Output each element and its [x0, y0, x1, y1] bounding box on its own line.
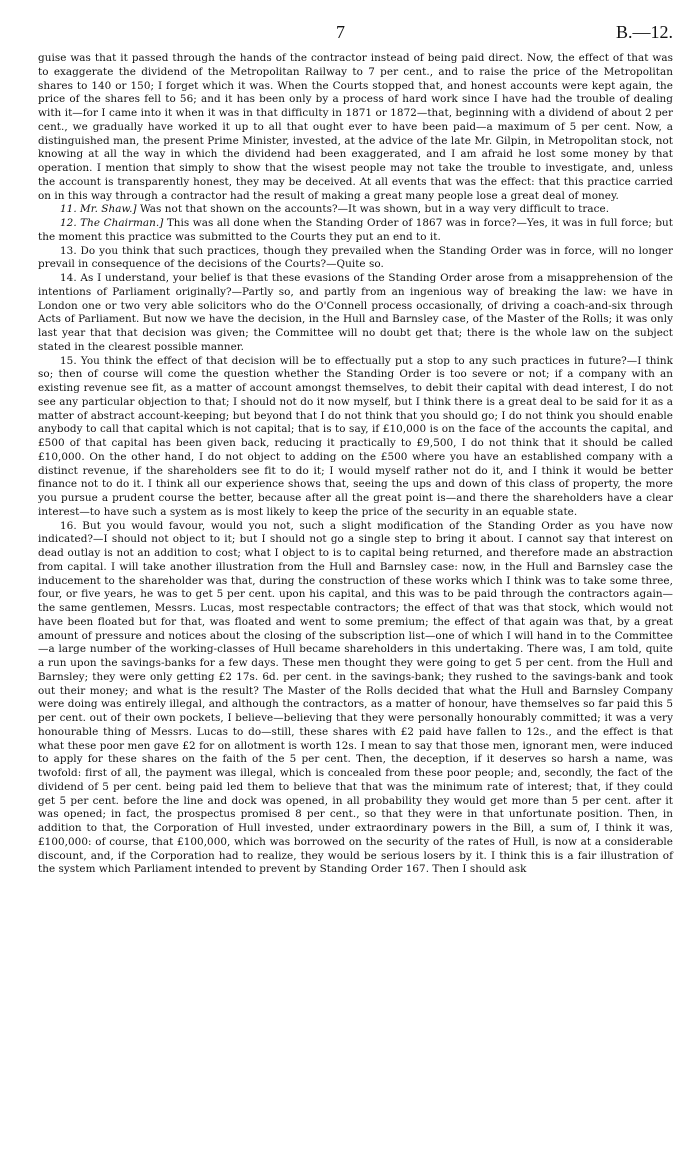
paragraph-text: 13. Do you think that such practices, though they prevailed when the Standing Order was in force, will no longer prevail in consequence of the decisions of the Courts?—Quite so.: [38, 244, 673, 271]
paragraph-text: Was not that shown on the accounts?—It was shown, but in a way very difficult to trace.: [139, 203, 610, 216]
paragraph-q14: [38, 272, 673, 355]
paragraph-q11: [38, 203, 673, 217]
paragraph-text: 16. But you would favour, would you not, such a slight modification of the Standing Order as you have now indicated?—I should not object to it; but I should not go a single step to bring it about. I cannot say that interest on dead outlay is not an addition to cost; what I object to is to capital being returned, and therefore made an abstraction from capital. I will take another illustration from the Hull and Barnsley case: now, in the Hull and Barnsley case the inducement to the shareholder was that, during the construction of these works which I think was to take some three, four, or five years, he was to get 5 per cent. upon his capital, and this was to be paid through the contractors again—the same gentlemen, Messrs. Lucas, most respectable contractors; the effect of that was that stock, which would not have been floated but for that, was floated and went to some premium; the effect of that again was that, by a great amount of pressure and notices about the closing of the subscription list—one of which I will hand in to the Committee—a large number of the working-classes of Hull became shareholders in this undertaking. There was, I am told, quite a run upon the savings-banks for a few days. These men thought they were going to get 5 per cent. from the Hull and Barnsley; they were only getting £2 17s. 6d. per cent. in the savings-bank; they rushed to the savings-bank and took out their money; and what is the result? The Master of the Rolls decided that what the Hull and Barnsley Company were doing was entirely illegal, and although the contractors, as a matter of honour, have themselves so far paid this 5 per cent. out of their own pockets, I believe—believing that they were personally honourably committed; it was a very honourable thing of Messrs. Lucas to do—still, these shares with £2 paid have fallen to 12s., and the effect is that what these poor men gave £2 for on allotment is worth 12s. I mean to say that those men, ignorant men, were induced to apply for these shares on the faith of the 5 per cent. Then, the deception, if it deserves so harsh a name, was twofold: first of all, the payment was illegal, which is concealed from these poor people; and, secondly, the fact of the dividend of 5 per cent. being paid led them to believe that that was the minimum rate of interest; that, if they could get 5 per cent. before the line and dock was opened, in all probability they would get more than 5 per cent. after it was opened; in fact, the prospectus promised 8 per cent., so that they were in that unfortunate position. Then, in addition to that, the Corporation of Hull invested, under extraordinary powers in the Bill, a sum of, I think it was, £100,000: of course, that £100,000, which was borrowed on the security of the rates of Hull, is now at a considerable discount, and, if the Corporation had to realize, they would be serious losers by it. I think this is a fair illustration of the system which Parliament intended to prevent by Standing Order 167. Then I should ask: [38, 519, 673, 876]
speaker-label: 11. Mr. Shaw.]: [60, 203, 137, 216]
paragraph-text: 15. You think the effect of that decision will be to effectually put a stop to any such practices in future?—I think so; then of course will come the question whether the Standing Order is too severe or not; if a company with an existing revenue see fit, as a matter of account amongst themselves, to debit their capital with dead interest, I do not see any particular objection to that; I should not do it now myself, but I think there is a great deal to be said for it as a matter of abstract account-keeping; but beyond that I do not think that you should go; I do not think you should enable anybody to call that capital which is not capital; that is to say, if £10,000 is on the face of the accounts the capital, and £500 of that capital has been given back, reducing it practically to £9,500, I do not think that it should be called £10,000. On the other hand, I do not object to adding on the £500 where you have an established company with a distinct revenue, if the shareholders see fit to do it; I would myself rather not do it, and I think it would be better finance not to do it. I think all our experience shows that, seeing the ups and down of this class of property, the more you pursue a prudent course the better, because after all the great point is—and there the shareholders have a clear interest—to have such a system as is most likely to keep the price of the security in an equable state.: [38, 354, 673, 518]
paragraph-q13: [38, 245, 673, 273]
speaker-label: 12. The Chairman.]: [60, 217, 164, 229]
paragraph-text: guise was that it passed through the hands of the contractor instead of being paid direct. Now, the effect of that was to exaggerate the dividend of the Metropolitan Railway to 7 per cent., and to raise the price of the Metropolitan shares to 140 or 150; I forget which it was. When the Courts stopped that, and honest accounts were kept again, the price of the shares fell to 56; and it has been only by a process of hard work since I have had the trouble of dealing with it—for I came into it when it was in that difficulty in 1871 or 1872—that, beginning with a dividend of about 2 per cent., we gradually have worked it up to all that ought ever to have been paid—a maximum of 5 per cent. Now, a distinguished man, the present Prime Minister, invested, at the advice of the late Mr. Gilpin, in Metropolitan stock, not knowing at all the way in which the dividend had been exaggerated, and I am afraid he lost some money by that operation. I mention that simply to show that the wisest people may not take the trouble to investigate, and, unless the account is transparently honest, they may be deceived. At all events that was the effect: that this practice carried on in this way through a contractor had the result of making a great many people lose a great deal of money.: [38, 52, 673, 202]
page-number: 7: [336, 22, 345, 42]
document-body: [38, 52, 673, 877]
page-header: [38, 0, 673, 52]
paragraph-q15: [38, 355, 673, 520]
paragraph-text: 14. As I understand, your belief is that these evasions of the Standing Order arose from a misapprehension of the intentions of Parliament originally?—Partly so, and partly from an ingenious way of breaking the law: we have in London one or two very able solicitors who do the O'Connell process occasionally, of driving a coach-and-six through Acts of Parliament. But now we have the decision, in the Hull and Barnsley case, of the Master of the Rolls; it was only last year that that decision was given; the Committee will no doubt get that; there is the whole law on the subject stated in the clearest possible manner.: [38, 272, 673, 353]
paragraph-text: This was all done when the Standing Order of 1867 was in force?—Yes, it was in full force; but the moment this practice was submitted to the Courts they put an end to it.: [38, 217, 673, 243]
paragraph-q12: [38, 217, 673, 245]
document-reference: B.—12.: [615, 22, 673, 42]
paragraph-continuation: [38, 52, 673, 203]
paragraph-q16: [38, 520, 673, 878]
